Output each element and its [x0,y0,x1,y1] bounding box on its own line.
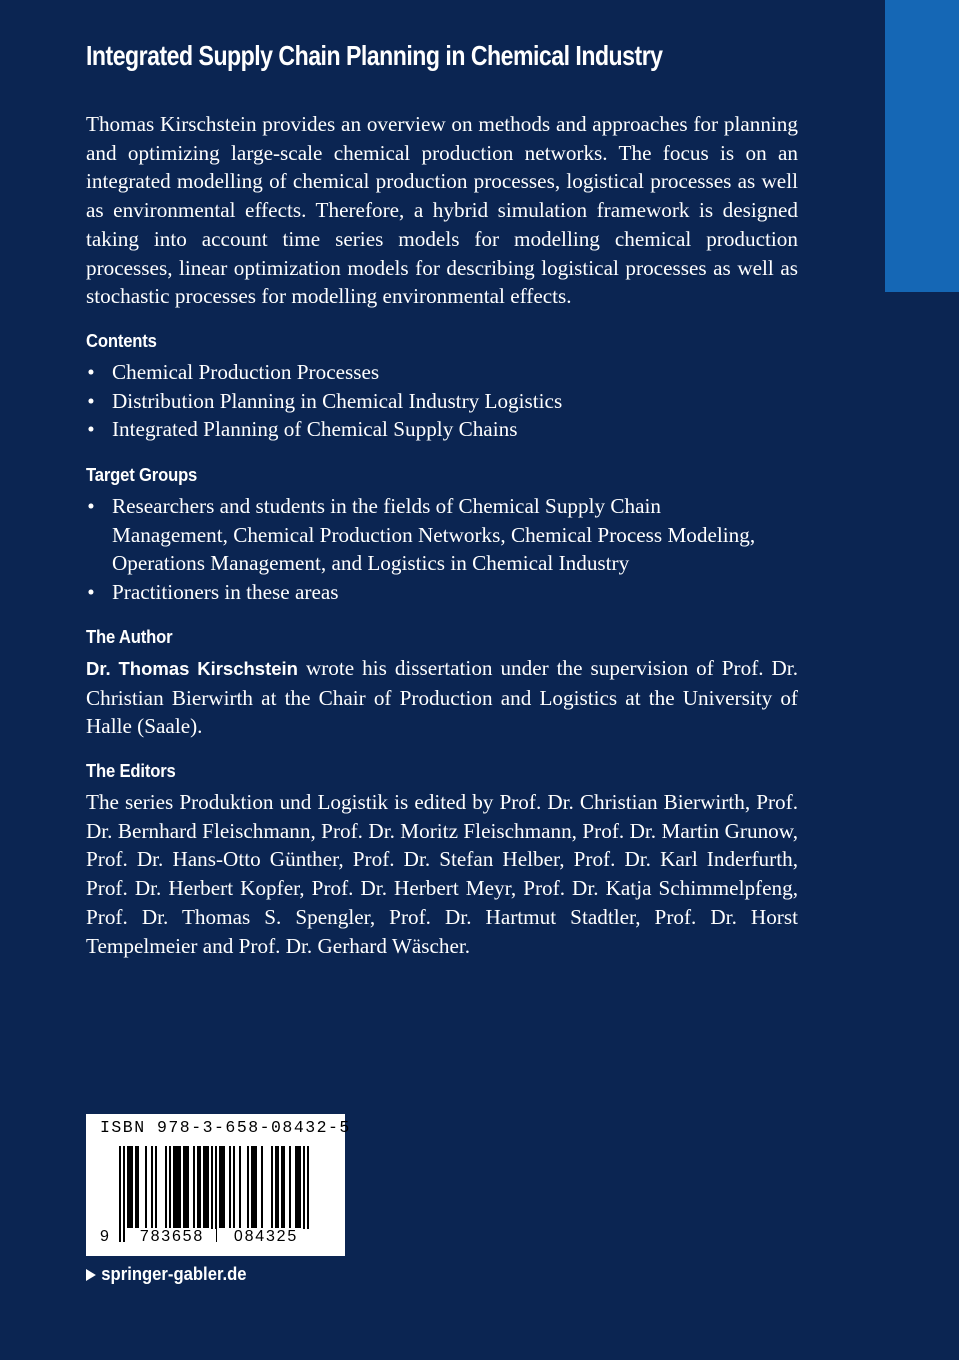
list-item-text: Integrated Planning of Chemical Supply Chains [112,417,518,442]
barcode-bar [177,1146,179,1228]
barcode-guard-bar [307,1146,309,1242]
barcode-bar [221,1146,223,1228]
contents-heading: Contents [86,330,157,351]
barcode-guard-bar [303,1146,305,1242]
barcode-guard-bar [119,1146,121,1242]
barcode-bar [187,1146,189,1228]
barcode-bar [233,1146,235,1228]
author-bio-text: wrote his dissertation under the supervision of Prof. Dr. Christian Bierwirth at the Chair of Production and Logistics at the University of Halle (Saale). [86,656,798,739]
barcode-bar [151,1146,153,1228]
barcode-bar [247,1146,249,1228]
barcode-bar [165,1146,167,1228]
barcode-bar [251,1146,253,1228]
target-groups-heading: Target Groups [86,464,198,485]
barcode-guard-bar [215,1146,217,1242]
list-item [86,358,798,387]
barcode-bar [197,1146,199,1228]
barcode-bar [203,1146,205,1228]
barcode-bar [261,1146,263,1228]
bullet-icon: • [87,580,95,605]
book-title: Integrated Supply Chain Planning in Chemical Industry [86,40,663,71]
barcode-bar [239,1146,241,1228]
barcode-bar [253,1146,255,1228]
barcode-guard-bar [211,1146,213,1242]
author-heading: The Author [86,626,173,647]
barcode-bar [175,1146,177,1228]
barcode-guard-bar [123,1146,125,1242]
barcode-bar [179,1146,181,1228]
contents-list [86,358,798,444]
barcode-bar [169,1146,171,1228]
barcode-bar [183,1146,185,1228]
barcode-bar [283,1146,285,1228]
barcode-bar [281,1146,283,1228]
barcode-bar [199,1146,201,1228]
list-item [86,415,798,444]
author-bio [86,654,798,741]
barcode-bar [223,1146,225,1228]
website-text: springer-gabler.de [101,1263,247,1284]
book-description: Thomas Kirschstein provides an overview on methods and approaches for planning and optimizing large-scale chemical production networks. The focus is on an integrated modelling of chemical production processes, logistical processes as well as environmental effects. Therefore, a hybrid simulation framework is designed taking into account time series models for modelling chemical production processes, linear optimization models for describing logistical processes as well as stochastic processes for modelling environmental effects. [86,112,798,309]
bullet-icon: • [87,417,95,442]
barcode-bar [135,1146,137,1228]
bullet-icon: • [87,360,95,384]
barcode-bar [277,1146,279,1228]
isbn-label: ISBN 978-3-658-08432-5 [100,1118,351,1137]
list-item-text: Distribution Planning in Chemical Industry Logistics [112,388,563,413]
barcode-bar [137,1146,139,1228]
barcode-bar [173,1146,175,1228]
barcode-bar [185,1146,187,1228]
list-item-text: Practitioners in these areas [112,580,339,605]
bullet-icon: • [87,388,95,413]
barcode-bar [229,1146,231,1228]
barcode-bar [271,1146,273,1228]
barcode-bar [299,1146,301,1228]
barcode-bar [155,1146,157,1228]
editors-text: The series Produktion und Logistik is edited by Prof. Dr. Christian Bierwirth, Prof. Dr. Bernhard Fleischmann, Prof. Dr. Moritz Fleischmann, Prof. Dr. Martin Grunow, Prof. Dr. Hans-Otto Günther, Prof. Dr. Stefan Helber, Prof. Dr. Karl Inderfurth, Prof. Dr. Herbert Kopfer, Prof. Dr. Herbert Meyr, Prof. Dr. Katja Schimmelpfeng, Prof. Dr. Thomas S. Spengler, Prof. Dr. Hartmut Stadtler, Prof. Dr. Horst Tempelmeier and Prof. Dr. Gerhard Wäscher. [86,790,798,958]
author-name: Dr. Thomas Kirschstein [86,658,298,679]
list-item-text: Researchers and students in the fields of Chemical Supply Chain Management, Chemical Production Networks, Chemical Process Modeling, Operations Management, and Logistics in Chemical Industry [112,494,756,576]
bullet-icon: • [87,494,95,518]
barcode-bar [205,1146,207,1228]
target-groups-list [86,492,776,607]
barcode-bar [289,1146,291,1228]
barcode-bar [295,1146,297,1228]
accent-bar [885,0,959,292]
editors-heading: The Editors [86,760,176,781]
barcode-bar [297,1146,299,1228]
barcode-bar [129,1146,131,1228]
barcode-bar [193,1146,195,1228]
barcode-bar [219,1146,221,1228]
triangle-right-icon [86,1269,96,1281]
list-item [86,578,776,607]
list-item [86,387,798,416]
isbn-barcode [86,1114,351,1256]
barcode-bar [127,1146,129,1228]
list-item-text: Chemical Production Processes [112,360,380,384]
barcode-right-digits: 084325 [222,1229,310,1245]
barcode-bar [275,1146,277,1228]
barcode-left-digits: 783658 [128,1229,216,1245]
barcode-bar [145,1146,147,1228]
barcode-first-digit: 9 [100,1228,111,1245]
website-link[interactable] [86,1263,247,1285]
barcode-bar [255,1146,257,1228]
list-item [86,492,776,578]
barcode-bar [131,1146,133,1228]
barcode-bar [207,1146,209,1228]
